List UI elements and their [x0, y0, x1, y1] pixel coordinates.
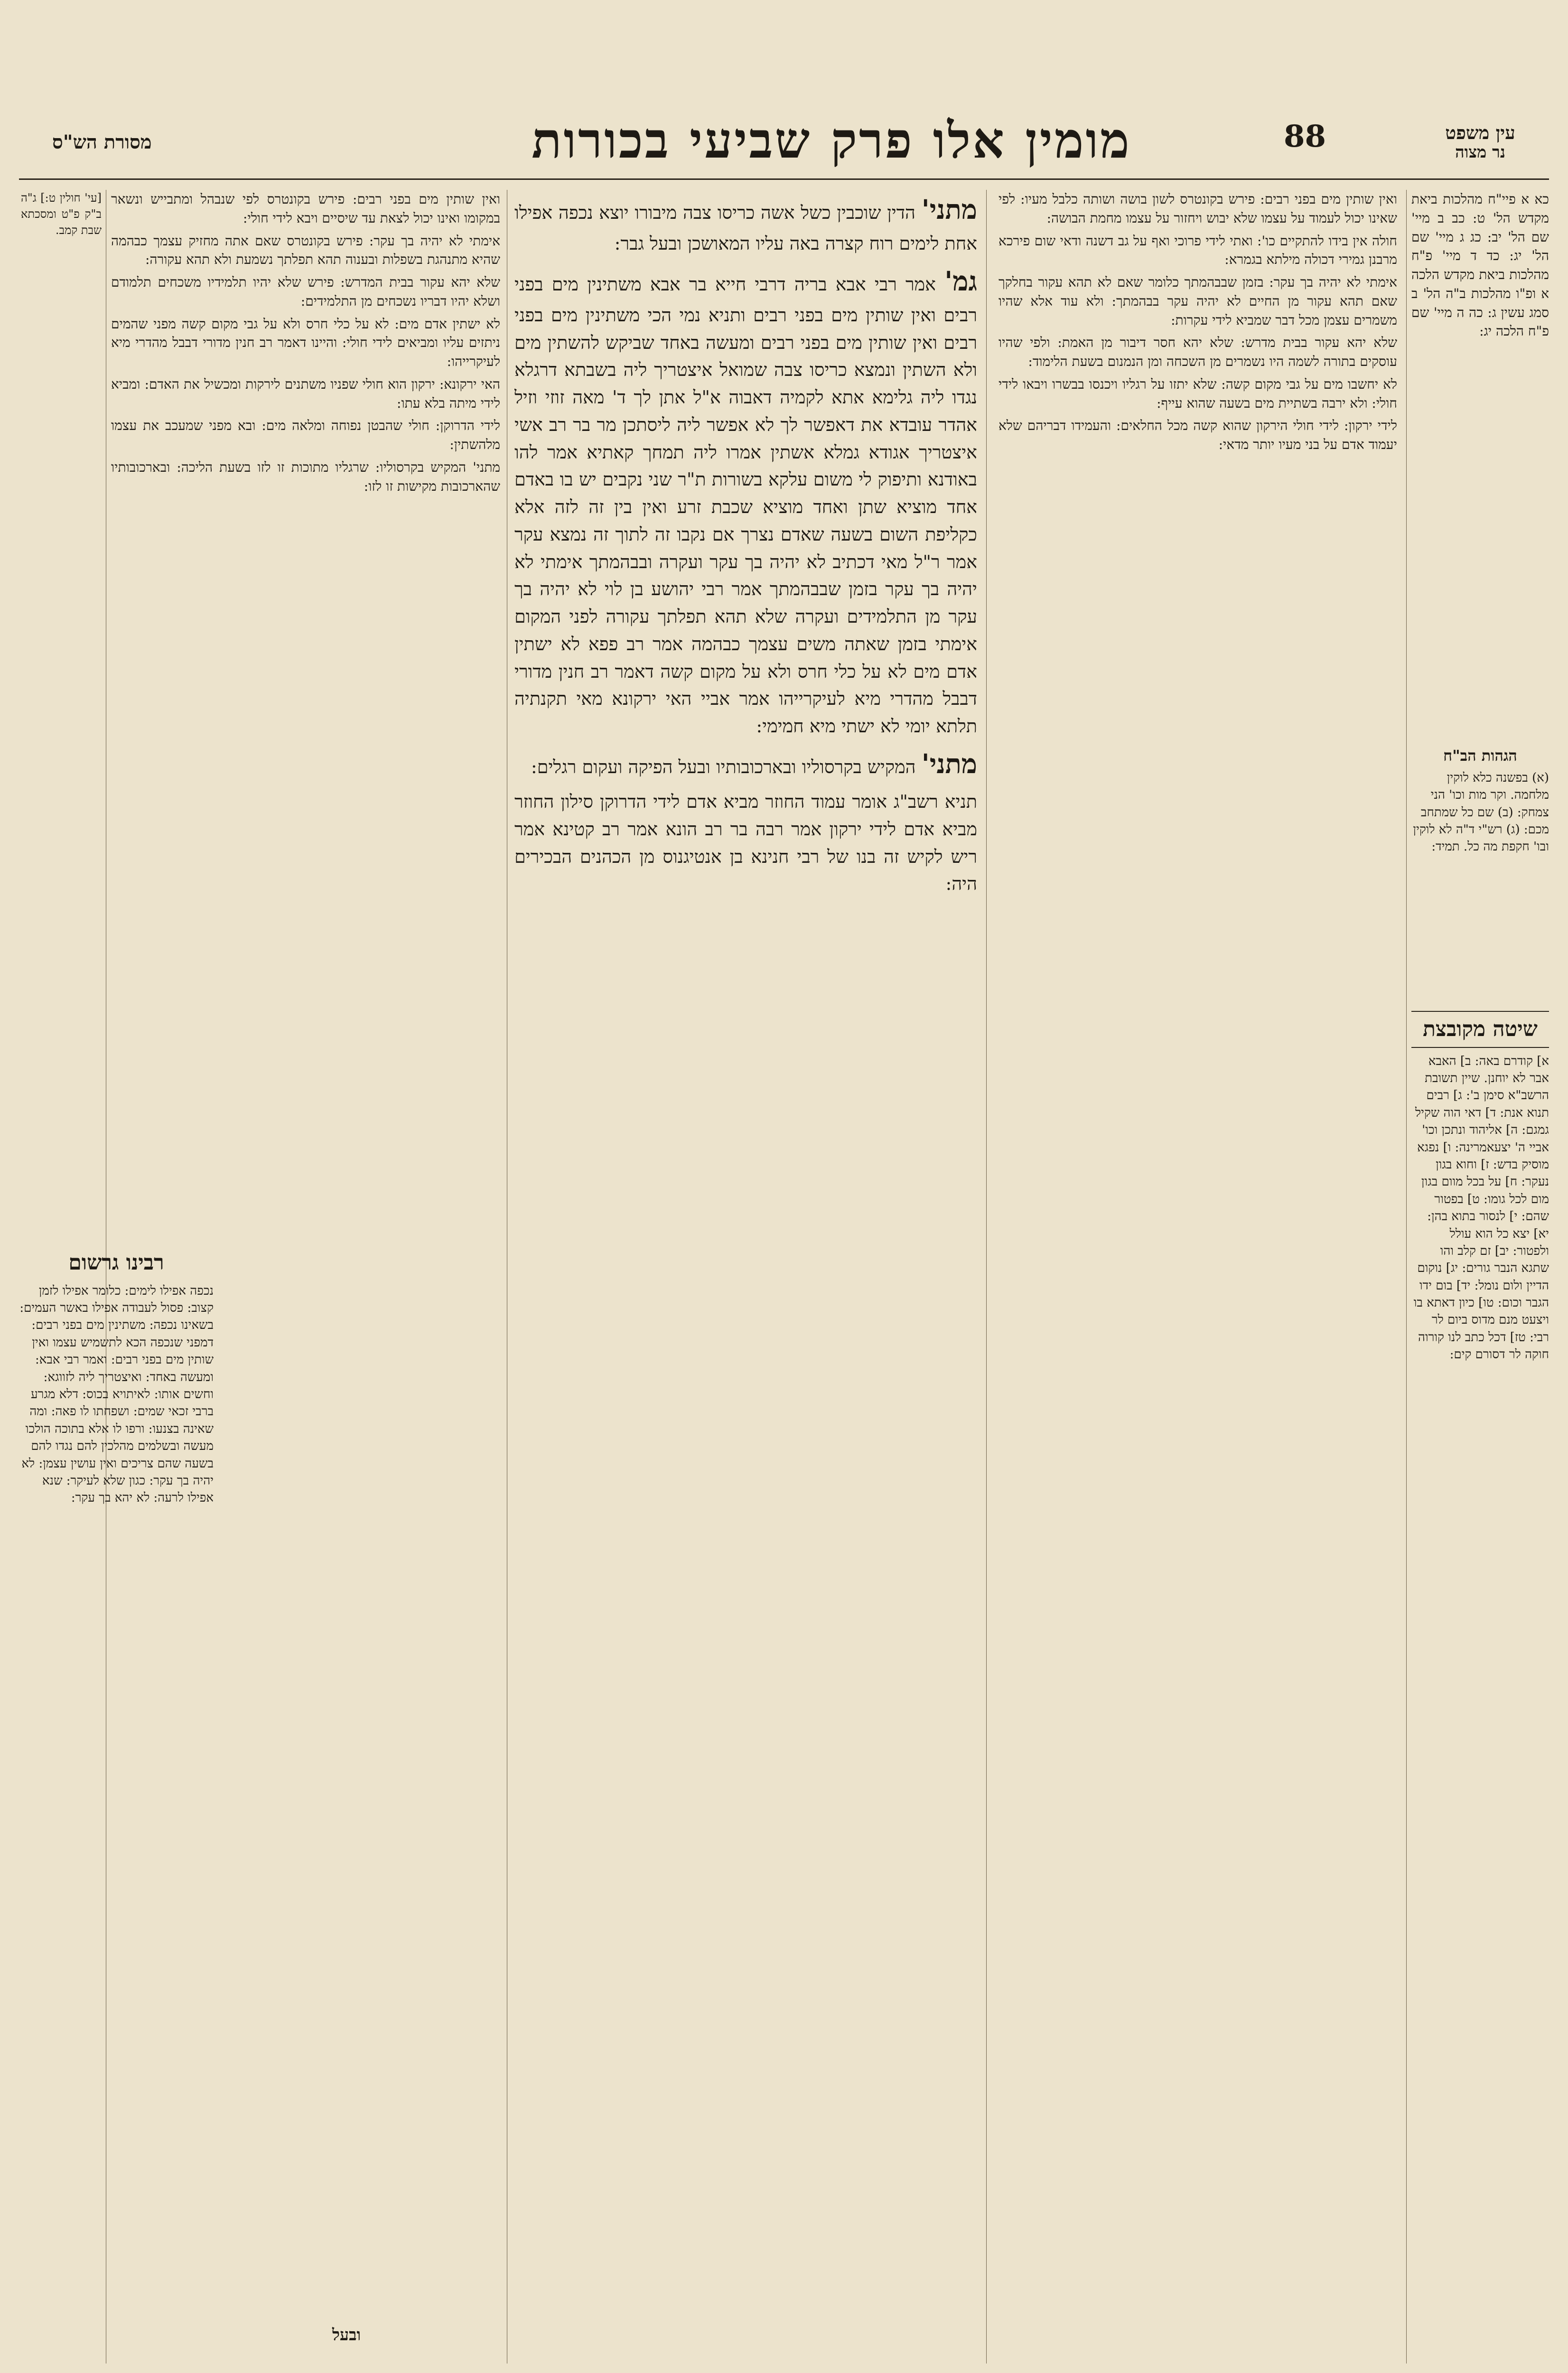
gershom-heading: רבינו גרשום	[68, 1251, 164, 1275]
mishna2-text: המקיש בקרסוליו ובארכובותיו ובעל הפיקה ועקום רגלים:	[531, 756, 916, 777]
column-divider	[1406, 190, 1407, 2364]
tosafot-paragraph: מתני' המקיש בקרסוליו: שרגליו מתוכות זו לזו בשעת הליכה: ובארכובותיו שהארכובות מקישות זו לזו:	[111, 459, 500, 494]
shita-mekubetzet-box	[1411, 1011, 1549, 1364]
tosafot-paragraph: ואין שותין מים בפני רבים: פירש בקונטרס לפי שנבהל ומתבייש ונשאר במקומו ואינו יכול לצאת עד שיסיים ויבא לידי חולי:	[111, 191, 500, 226]
gemara-block	[514, 262, 977, 740]
hagahot-text: (א) בפשנה כלא לוקין מלחמה. וקר מות וכו' הני צמחק: (ב) שם כל שמתחב מכם: (ג) רש"י ד"ה לא לוקין ובו' חקפת מה כל. תמיד:	[1413, 770, 1549, 854]
gershom-text: נכפה אפילו לימים: כלומר אפילו לזמן קצוב: פסול לעבודה אפילו באשר העמים: בשאינו נכפה: משתינין מים בפני רבים: דמפני שנכפה הכא לתשמיש עצמו ואין שותין מים בפני רבים: ואמר רבי אבא: ומעשה באחד: ואיצטריך ליה לזווגא: וחשים אותו: לאיתויא בכוס: דלא מגרע ברבי זכאי שמים: ושפחתו לו פאה: ומה שאינה בצנעו: ורפו לו אלא בתוכה הולכו מעשה ובשלמים מהלכין להם נגדו להם בשעה שהם צריכים ואין עושין עצמן: לא יהיה בך עקר: כגון שלא לעיקר: שנא אפילו לרעה: לא יהא בך עקר:	[19, 1283, 214, 1505]
hagahot-heading: הגהות הב"ח	[1443, 747, 1517, 765]
mishna-lead-word: מתני'	[921, 194, 977, 225]
ein-mishpat-label-line2: נר מצוה	[1455, 142, 1505, 162]
mishna-text: הדין שוכבין כשל אשה כריסו צבה מיבורו יוצא נכפה אפילו אחת לימים רוח קצרה באה עליו המאושכן ובעל גבר:	[514, 202, 977, 254]
ein-mishpat-label-line1: עין משפט	[1445, 122, 1515, 143]
ein-mishpat-text: כא א פיי"ח מהלכות ביאת מקדש הל' ט: כב ב מיי' שם הל' יב: כג ג מיי' שם הל' יג: כד ד מיי' פ"ח מהלכות ביאת מקדש הלכה א ופ"ו מהלכות ב"ה הל' ב סמג עשין ג: כה ה מיי' שם פ"ח הלכה יג:	[1411, 191, 1549, 339]
rashi-column	[999, 190, 1397, 458]
gemara-column	[514, 190, 977, 902]
masoret-text: [עי' חולין ט:] ג"ה ב"ק פ"ט ומסכתא שבת קמב.	[21, 191, 102, 237]
gemara-tail: תניא רשב"ג אומר עמוד החוזר מביא אדם לידי הדרוקן סילון החוזר מביא אדם לידי ירקון אמר רבה בר רב הונא אמר רב קטינא אמר ריש לקיש זה בנו של רבי חנינא בן אנטיגנוס מן הכהנים הבכירים היה:	[514, 791, 977, 895]
gemara-text: אמר רבי אבא בריה דרבי חייא בר אבא משתינין מים בפני רבים ואין שותין מים בפני רבים ותניא נמי הכי משתינין מים בפני רבים ואין שותין מים בפני רבים ומעשה באחד שביקש להשתין מים ולא השתין ונמצא כריסו צבה שמואל איצטריך ליה בשבתא דרגלא נגדו ליה גלימא אתא לקמיה דאבוה א"ל אתן לך ד' מאה זוזי וזיל אהדר עובדא את דאפשר לך לא אפשר ליה ליסתכן מר בר רב אשי איצטריך אגודא גמלא אשתין אמרו ליה תמחך קאתיא אמר להו באודנא ותיפוק לי משום עלקא בשורות ת"ר שני נקבים יש בו באדם אחד מוציא שתן ואחד מוציא שכבת זרע ואין בין זה לזה אלא כקליפת השום בשעה שאדם נצרך אם נקבו זה לתוך זה נמצא עקר אמר ר"ל מאי דכתיב לא יהיה בך עקר ועקרה ובבהמתך אימתי לא יהיה בך עקר בזמן שבבהמתך אמר רבי יהושע בן לוי לא יהיה בך עקר מן התלמידים ועקרה שלא תהא תפלתך עקורה לפני המקום אימתי בזמן שאתה משים עצמך כבהמה אמר רב פפא לא ישתין אדם מים לא על כלי חרס ולא על מקום קשה דאמר רב חנין מדורי דבבל מהדרי מיא לעיקרייהו אמר אביי האי ירקונא מאי תקנתיה תלתא יומי לא ישתי מיא חמימי:	[514, 273, 977, 737]
mishna2-block	[514, 744, 977, 785]
page-title: מומין אלו פרק שביעי בכורות	[532, 111, 1131, 169]
page-number: 88	[1283, 119, 1326, 154]
ein-mishpat-column	[1411, 190, 1549, 345]
mishna-block	[514, 190, 977, 258]
gemara-lead-word: גמ'	[944, 265, 977, 297]
hagahot-box	[1411, 745, 1549, 856]
rashi-paragraph: ואין שותין מים בפני רבים: פירש בקונטרס לשון בושה ושותה כלבל מעיו: לפי שאינו יכול לעמוד על עצמו שלא יבוש ויחזור על עצמו מחמת הבושה:	[999, 191, 1397, 226]
ein-mishpat-label	[1411, 122, 1549, 162]
rabbeinu-gershom-box	[19, 1248, 214, 1507]
mishna2-lead-word: מתני'	[921, 748, 977, 780]
tosafot-paragraph: שלא יהא עקור בבית המדרש: פירש שלא יהיו תלמידיו משכחים תלמודם ושלא יהיו דבריו נשכחים מן התלמידים:	[111, 274, 500, 309]
catchword: ובעל	[332, 2326, 361, 2345]
rashi-paragraph: לא יחשבו מים על גבי מקום קשה: שלא יתזו על רגליו ויכנסו בבשרו ויבאו לידי חולי: ולא ירבה בשתיית מים בשעה שהוא עייף:	[999, 376, 1397, 411]
rashi-paragraph: אימתי לא יהיה בך עקר: בזמן שבבהמתך כלומר שאם לא תהא עקור בחלקך שאם תהא עקור מן החיים לא יהיה עקר בבהמתך: ולא עוד אלא שהיו משמרים עצמן מכל דבר שמביא לידי עקרות:	[999, 274, 1397, 328]
column-divider	[986, 190, 987, 2364]
shita-heading: שיטה מקובצת	[1411, 1011, 1549, 1048]
rashi-paragraph: לידי ירקון: לידי חולי הירקון שהוא קשה מכל החלאים: והעמידו דבריהם שלא יעמוד אדם על בני מעיו יותר מדאי:	[999, 418, 1397, 452]
shita-text: א] קודרם באה: ב] האבא אבר לא יוחנן. שיין תשובת הרשב"א סימן ב': ג] רבים תנוא אנת: ד] דאי הוה שקיל גמגם: ה] אליהוד ונתכן וכו' אביי ה' יצעאמרינה: ו] נפגא מוסיק בדש: ז] וחוא בגון נעקר: ח] על בכל מוום בגון מום לכל גומו: ט] בפטור שהם: י] לנסור בתוא בהן: יא] יצא כל הוא עולל ולפטור: יב] זם קלב והו שתגא הנבר גורים: יג] נוקום הדיין ולום נומל: יד] בום ידו הגבר וכום: טו] כיון דאתא בו ויצעט מנם מדוס ביום לר רבי: טז] דכל כתב לנו קורוה חוקה לר דסורם קים:	[1413, 1054, 1549, 1362]
page-header	[0, 108, 1568, 175]
tosafot-column	[111, 190, 500, 499]
rashi-paragraph: שלא יהא עקור בבית מדרש: שלא יהא חסר דיבור מן האמת: ולפי שהיו עוסקים בתורה לשמה היו נשמרים מן השכחה ומן הנמנום בשעת הלימוד:	[999, 335, 1397, 369]
tosafot-paragraph: לידי הדרוקן: חולי שהבטן נפוחה ומלאה מים: ובא מפני שמעכב את עצמו מלהשתין:	[111, 418, 500, 452]
masoret-label: מסורת הש"ס	[52, 131, 152, 153]
masoret-column	[21, 190, 102, 242]
header-rule	[19, 178, 1549, 180]
tosafot-paragraph: לא ישתין אדם מים: לא על כלי חרס ולא על גבי מקום קשה מפני שהמים ניתזים עליו ומביאים לידי חולי: והיינו דאמר רב חנין מדורי דבבל מהדרי מיא לעיקרייהו:	[111, 316, 500, 369]
tosafot-paragraph: אימתי לא יהיה בך עקר: פירש בקונטרס שאם אתה מחזיק עצמך כבהמה שהיא מתנהגת בשפלות ובענוה תהא תפלתך נשמעת ולא תהא עקורה:	[111, 233, 500, 268]
tosafot-paragraph: האי ירקונא: ירקון הוא חולי שפניו משתנים לירקות ומכשיל את האדם: ומביא לידי מיתה בלא עתו:	[111, 376, 500, 411]
rashi-paragraph: חולה אין בידו להתקיים כו': ואתי לידי פרוכי ואף על גב דשנה ודאי שום פירכא מרבנן גמירי דכולה מילתא בגמרא:	[999, 233, 1397, 268]
